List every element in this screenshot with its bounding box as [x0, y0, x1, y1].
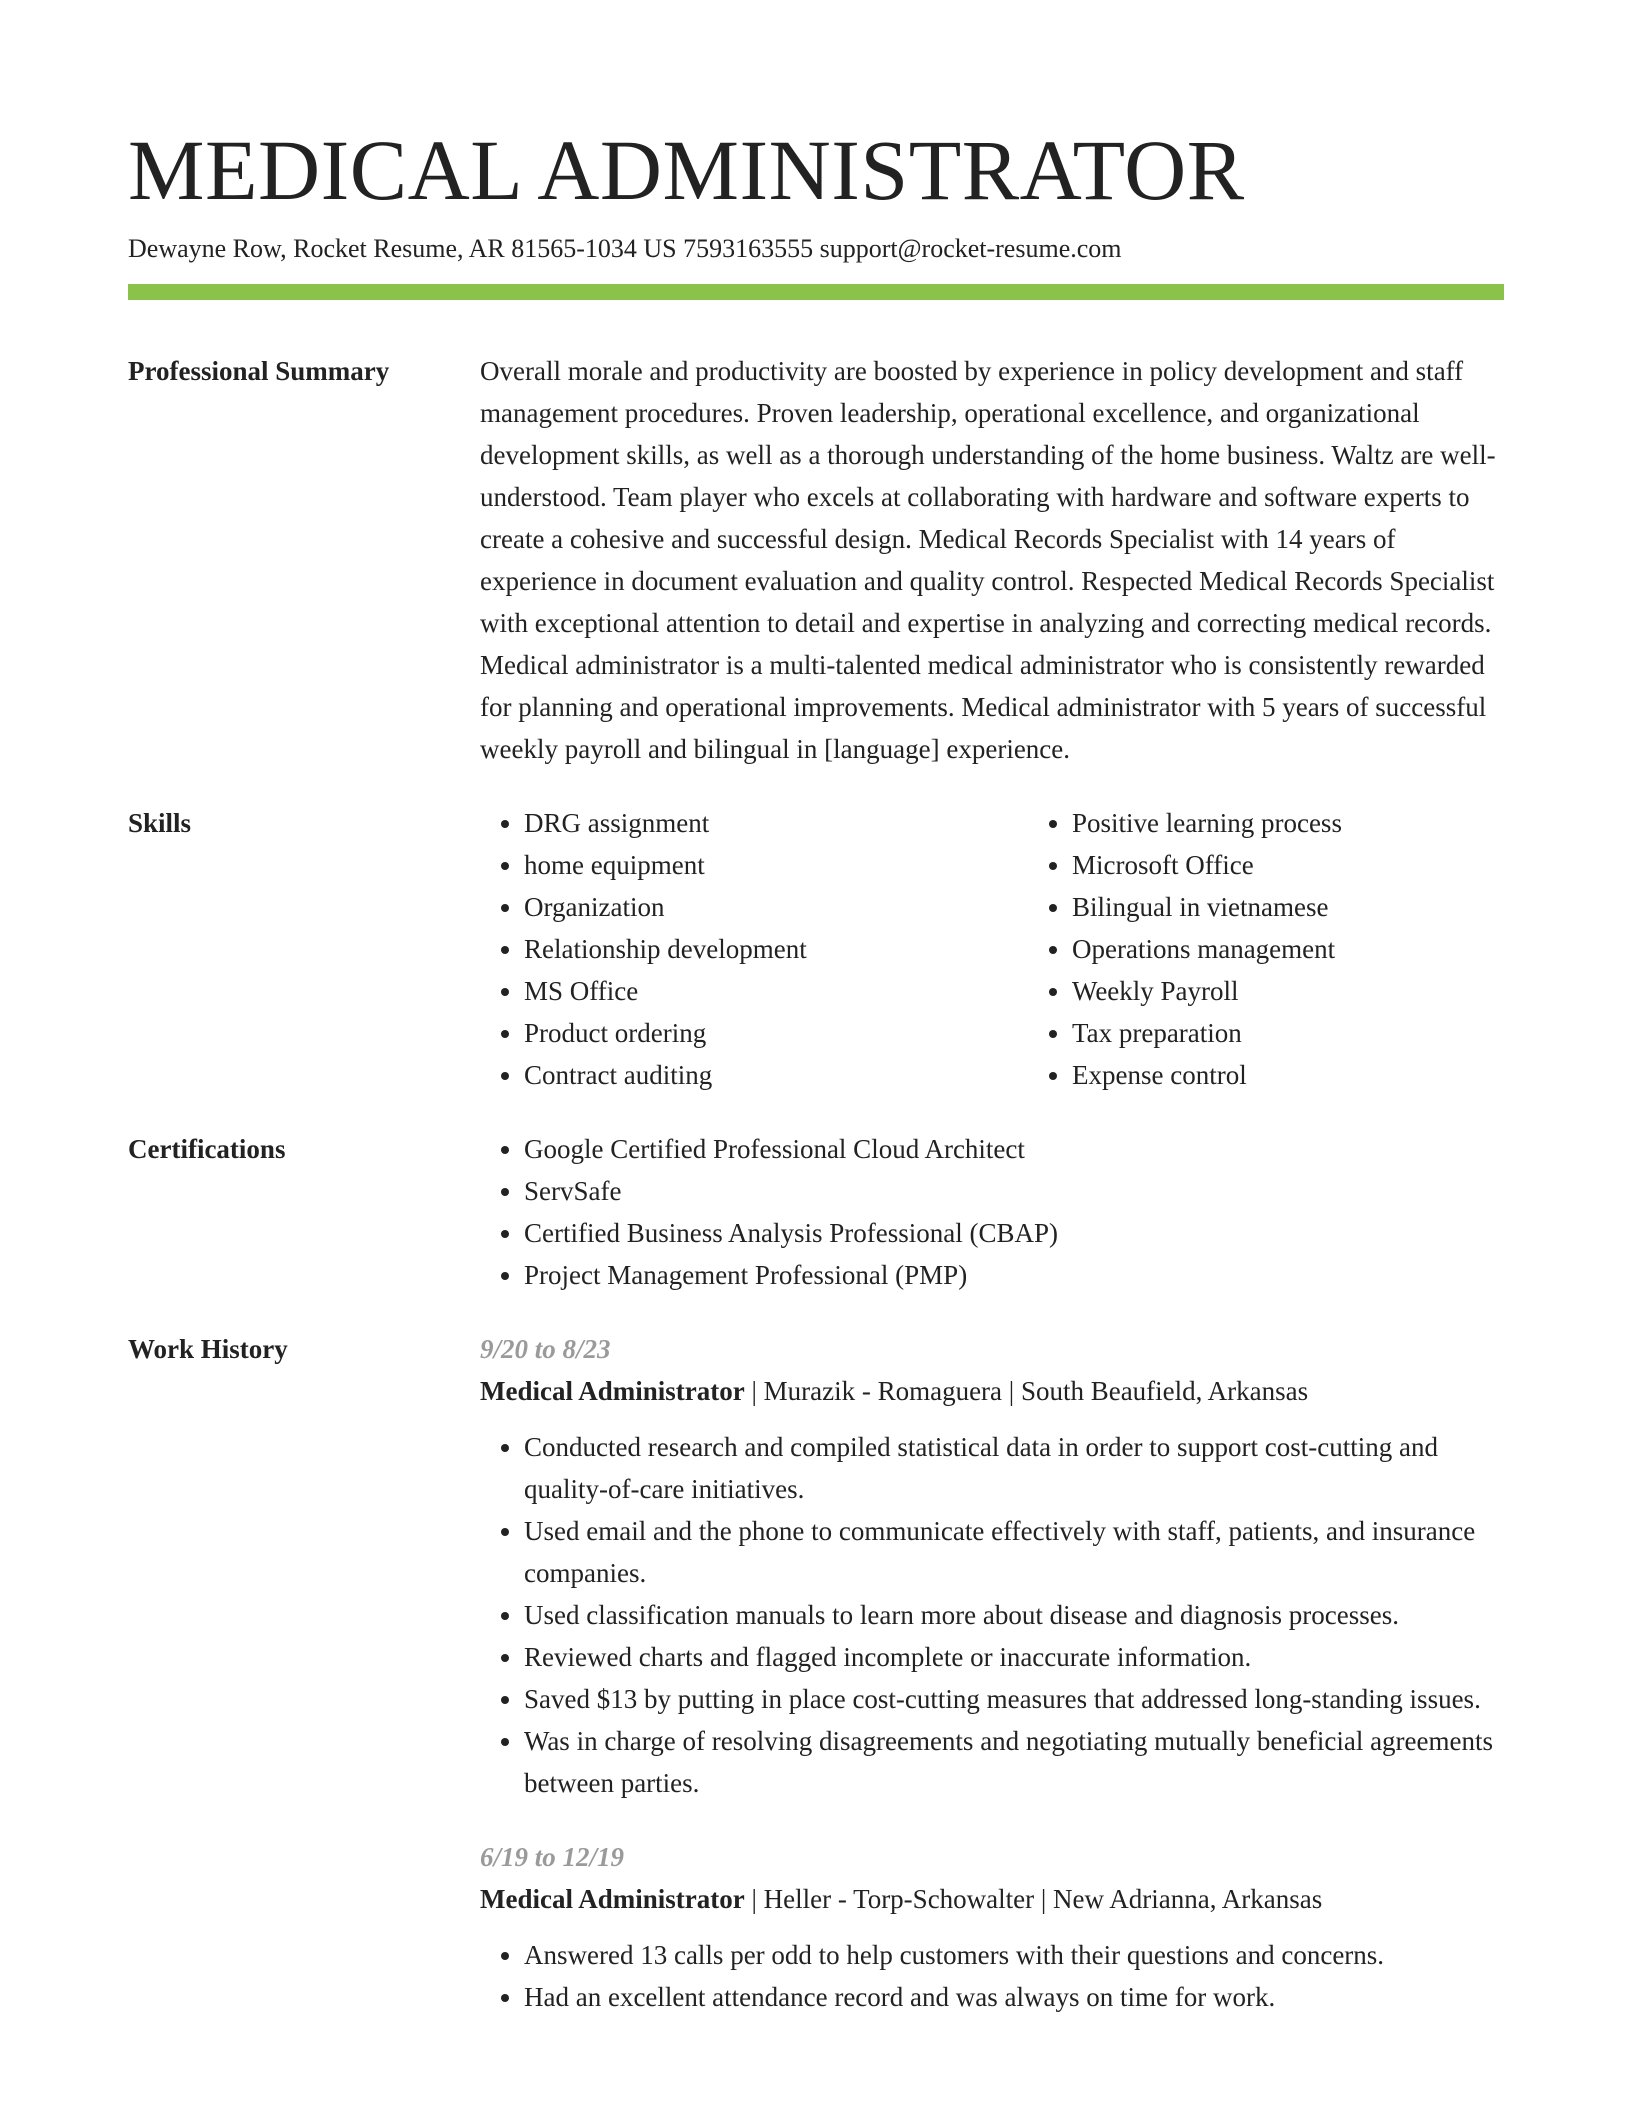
- resume-title: MEDICAL ADMINISTRATOR: [128, 122, 1245, 218]
- job-dates: 6/19 to 12/19: [480, 1842, 625, 1872]
- job-bullet: • Conducted research and compiled statistical data in order to support cost-cutting and quality-of-care initiatives.: [524, 1426, 1504, 1510]
- certification-item: • Google Certified Professional Cloud Architect: [524, 1128, 1504, 1170]
- summary-section: [128, 350, 1504, 770]
- skills-columns: [480, 802, 1576, 1096]
- skill-item: • Expense control: [1072, 1054, 1576, 1096]
- skill-item: • Weekly Payroll: [1072, 970, 1576, 1012]
- job-bullet: • Saved $13 by putting in place cost-cutting measures that addressed long-standing issues.: [524, 1678, 1504, 1720]
- work-history-section: [128, 1328, 1504, 2018]
- job-entry: [480, 1836, 1504, 2018]
- skills-section: [128, 802, 1504, 1096]
- skill-item: • Microsoft Office: [1072, 844, 1576, 886]
- job-heading: [480, 1878, 1504, 1920]
- job-entry: [480, 1328, 1504, 1804]
- certifications-section: [128, 1128, 1504, 1296]
- skill-item: • DRG assignment: [524, 802, 1028, 844]
- skill-item: • Organization: [524, 886, 1028, 928]
- job-bullet: • Was in charge of resolving disagreements and negotiating mutually beneficial agreements between parties.: [524, 1720, 1504, 1804]
- skill-item: • MS Office: [524, 970, 1028, 1012]
- skills-list-right: [1028, 802, 1576, 1096]
- job-title: Medical Administrator: [480, 1376, 745, 1406]
- job-bullet: • Answered 13 calls per odd to help customers with their questions and concerns.: [524, 1934, 1504, 1976]
- certification-item: • Project Management Professional (PMP): [524, 1254, 1504, 1296]
- job-title: Medical Administrator: [480, 1884, 745, 1914]
- skill-item: • Product ordering: [524, 1012, 1028, 1054]
- certification-item: • Certified Business Analysis Professional (CBAP): [524, 1212, 1504, 1254]
- accent-divider: [128, 284, 1504, 300]
- skill-item: • Bilingual in vietnamese: [1072, 886, 1576, 928]
- skill-item: • Contract auditing: [524, 1054, 1028, 1096]
- summary-text: Overall morale and productivity are boosted by experience in policy development and staff management procedures. Proven leadership, operational excellence, and organizational development skills, as well as a thorough understanding of the home business. Waltz are well-understood. Team player who excels at collaborating with hardware and software experts to create a cohesive and successful design. Medical Records Specialist with 14 years of experience in document evaluation and quality control. Respected Medical Records Specialist with exceptional attention to detail and expertise in analyzing and correcting medical records. Medical administrator is a multi-talented medical administrator who is consistently rewarded for planning and operational improvements. Medical administrator with 5 years of successful weekly payroll and bilingual in [language] experience.: [480, 356, 1496, 764]
- job-bullet: • Used classification manuals to learn more about disease and diagnosis processes.: [524, 1594, 1504, 1636]
- certifications-body: [480, 1128, 1504, 1296]
- summary-heading: Professional Summary: [128, 356, 390, 386]
- skill-item: • Tax preparation: [1072, 1012, 1576, 1054]
- job-details: | Heller - Torp-Schowalter | New Adrianna, Arkansas: [744, 1884, 1323, 1914]
- work-history-body: [480, 1328, 1504, 2018]
- certifications-heading: Certifications: [128, 1134, 286, 1164]
- skill-item: • Operations management: [1072, 928, 1576, 970]
- job-heading: [480, 1370, 1504, 1412]
- skill-item: • Positive learning process: [1072, 802, 1576, 844]
- job-bullet: • Had an excellent attendance record and was always on time for work.: [524, 1976, 1504, 2018]
- job-bullet: • Reviewed charts and flagged incomplete or inaccurate information.: [524, 1636, 1504, 1678]
- certifications-list: [480, 1128, 1504, 1296]
- work-history-heading: Work History: [128, 1334, 288, 1364]
- job-bullets: [480, 1934, 1504, 2018]
- job-details: | Murazik - Romaguera | South Beaufield, Arkansas: [744, 1376, 1309, 1406]
- job-dates: 9/20 to 8/23: [480, 1334, 611, 1364]
- job-bullets: [480, 1426, 1504, 1804]
- contact-info: Dewayne Row, Rocket Resume, AR 81565-1034 US 7593163555 support@rocket-resume.com: [128, 234, 1122, 263]
- skills-heading: Skills: [128, 808, 192, 838]
- resume-page: [128, 0, 1504, 2018]
- skill-item: • home equipment: [524, 844, 1028, 886]
- skill-item: • Relationship development: [524, 928, 1028, 970]
- skills-list-left: [480, 802, 1028, 1096]
- job-bullet: • Used email and the phone to communicate effectively with staff, patients, and insurance companies.: [524, 1510, 1504, 1594]
- certification-item: • ServSafe: [524, 1170, 1504, 1212]
